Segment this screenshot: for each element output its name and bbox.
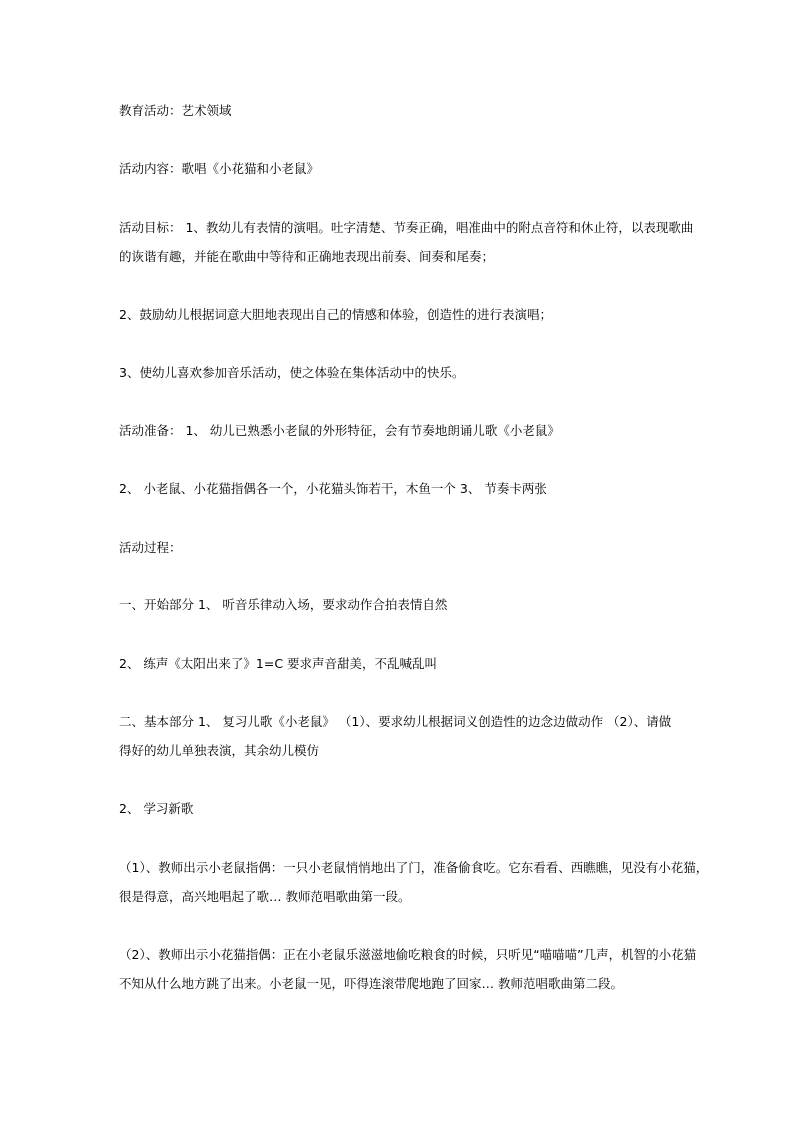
text-line: 3、使幼儿喜欢参加音乐活动，使之体验在集体活动中的快乐。 — [119, 365, 465, 380]
paragraph-activity-goals — [119, 213, 694, 271]
paragraph-goal-2 — [119, 300, 679, 329]
text-line: 2、 练声《太阳出来了》1=C 要求声音甜美，不乱喊乱叫 — [119, 656, 438, 671]
text-line: 二、基本部分 1、 复习儿歌《小老鼠》 （1）、要求幼儿根据词义创造性的边念边做动作 （2）、请做 — [119, 714, 672, 729]
paragraph-cat-puppet — [119, 940, 697, 998]
text-line: （1）、教师出示小老鼠指偶：一只小老鼠悄悄地出了门，准备偷食吃。它东看看、西瞧瞧，见没有小花猫， — [119, 860, 709, 875]
paragraph-vocal-practice — [119, 649, 679, 678]
text-line: 活动过程： — [119, 540, 182, 555]
paragraph-preparation-2 — [119, 474, 679, 503]
text-line: 不知从什么地方跳了出来。小老鼠一见，吓得连滚带爬地跑了回家… 教师范唱歌曲第二段。 — [119, 976, 623, 991]
text-line: 很是得意，高兴地唱起了歌… 教师范唱歌曲第一段。 — [119, 889, 411, 904]
text-line: 2、鼓励幼儿根据词意大胆地表现出自己的情感和体验，创造性的进行表演唱； — [119, 307, 552, 322]
paragraph-learn-new-song — [119, 794, 679, 823]
paragraph-mouse-puppet — [119, 853, 709, 911]
text-line: 的诙谐有趣，并能在歌曲中等待和正确地表现出前奏、间奏和尾奏； — [119, 249, 495, 264]
paragraph-activity-preparation — [119, 416, 679, 445]
text-line: 活动目标： 1、教幼儿有表情的演唱。吐字清楚、节奏正确，唱准曲中的附点音符和休止符，以表现歌曲 — [119, 220, 694, 235]
text-line: 2、 小老鼠、小花猫指偶各一个，小花猫头饰若干，木鱼一个 3、 节奏卡两张 — [119, 481, 547, 496]
paragraph-activity-content — [119, 154, 679, 183]
text-line: 得好的幼儿单独表演，其余幼儿模仿 — [119, 743, 320, 758]
text-line: 2、 学习新歌 — [119, 801, 194, 816]
paragraph-part-one — [119, 590, 679, 619]
paragraph-activity-type — [119, 96, 679, 125]
text-line: 一、开始部分 1、 听音乐律动入场，要求动作合拍表情自然 — [119, 597, 448, 612]
text-line: （2）、教师出示小花猫指偶：正在小老鼠乐滋滋地偷吃粮食的时候，只听见“喵喵喵”几声，机智的小花猫 — [119, 947, 697, 962]
text-line: 活动内容：歌唱《小花猫和小老鼠》 — [119, 161, 320, 176]
text-line: 教育活动：艺术领域 — [119, 103, 232, 118]
paragraph-goal-3 — [119, 358, 679, 387]
paragraph-part-two — [119, 707, 679, 765]
paragraph-activity-process — [119, 533, 679, 562]
text-line: 活动准备： 1、 幼儿已熟悉小老鼠的外形特征，会有节奏地朗诵儿歌《小老鼠》 — [119, 423, 560, 438]
